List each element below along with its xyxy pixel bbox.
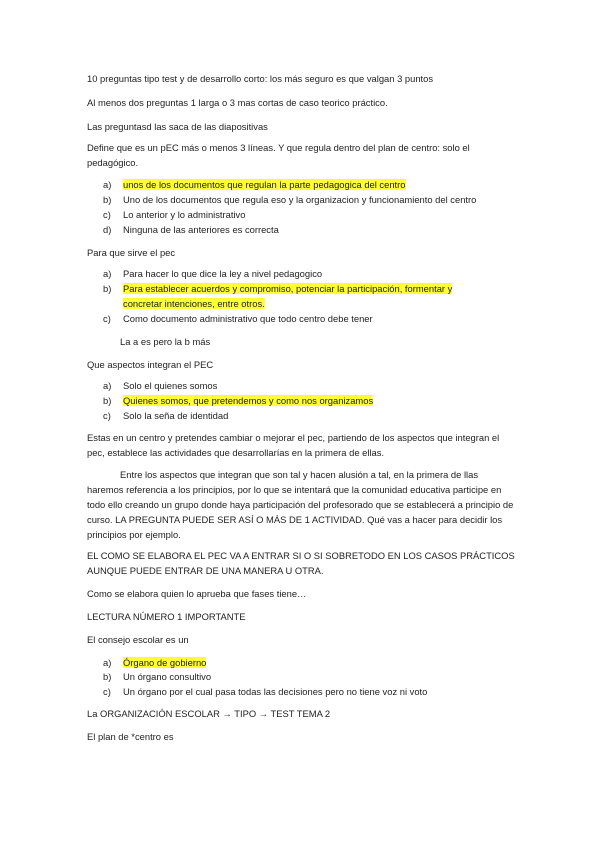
option-text: Como documento administrativo que todo centro debe tener — [123, 313, 373, 324]
section-heading: LECTURA NÚMERO 1 IMPORTANTE — [87, 611, 246, 622]
question-2: Para que sirve el pec — [87, 247, 176, 258]
option-text: Órgano de gobierno — [123, 657, 207, 668]
option-label: b) — [103, 194, 112, 205]
option-label: b) — [103, 283, 112, 294]
option-text: Solo el quienes somos — [123, 380, 218, 391]
option-label: a) — [103, 657, 112, 668]
paragraph: Entre los aspectos que integran que son tal y hacen alusión a tal, en la primera de llas haremos referencia a los principios, por lo que se intentará que la comunidad educativa participe en todo ello creando un grupo donde haya participación del profesorado que se establecerá a principio de curso. LA PREGUNTA PUEDE SER ASÍ O MÁS DE 1 ACTIVIDAD. Qué vas a hacer para decidir los principios por ejemplo. — [87, 469, 514, 540]
option-text: unos de los documentos que regulan la parte pedagogica del centro — [123, 179, 406, 190]
option-text: Uno de los documentos que regula eso y la organizacion y funcionamiento del centro — [123, 194, 477, 205]
question-4: El consejo escolar es un — [87, 634, 189, 645]
option-label: c) — [103, 209, 111, 220]
option-text: Solo la seña de identidad — [123, 410, 229, 421]
paragraph: EL COMO SE ELABORA EL PEC VA A ENTRAR SI O SI SOBRETODO EN LOS CASOS PRÁCTICOS AUNQUE PUEDE ENTRAR DE UNA MANERA U OTRA. — [87, 550, 515, 576]
exam-info-line: Las preguntasd las saca de las diapositivas — [87, 121, 268, 132]
option-text: Quienes somos, que pretendemos y como nos organizamos — [123, 395, 374, 406]
option-text: Ninguna de las anteriores es correcta — [123, 224, 279, 235]
option-text: Un órgano consultivo — [123, 671, 212, 682]
answer-note: La a es pero la b más — [120, 336, 211, 347]
question-1: Define que es un pEC más o menos 3 líneas. Y que regula dentro del plan de centro: solo el pedagógico. — [87, 142, 470, 168]
option-label: d) — [103, 224, 112, 235]
option-label: c) — [103, 686, 111, 697]
paragraph: El plan de *centro es — [87, 731, 174, 742]
option-label: b) — [103, 671, 112, 682]
option-text: Para hacer lo que dice la ley a nivel pedagogico — [123, 268, 323, 279]
option-label: a) — [103, 268, 112, 279]
paragraph: Como se elabora quien lo aprueba que fases tiene… — [87, 588, 307, 599]
question-3: Que aspectos integran el PEC — [87, 359, 214, 370]
paragraph: La ORGANIZACIÓN ESCOLAR → TIPO → TEST TEMA 2 — [87, 708, 331, 719]
option-label: c) — [103, 313, 111, 324]
option-label: a) — [103, 380, 112, 391]
exam-info-line: Al menos dos preguntas 1 larga o 3 mas cortas de caso teorico práctico. — [87, 97, 388, 108]
option-label: a) — [103, 179, 112, 190]
option-label: c) — [103, 410, 111, 421]
option-text: Lo anterior y lo administrativo — [123, 209, 246, 220]
option-text: Para establecer acuerdos y compromiso, potenciar la participación, formentar y concretar intenciones, entre otros. — [123, 283, 453, 309]
option-label: b) — [103, 395, 112, 406]
option-text: Un órgano por el cual pasa todas las decisiones pero no tiene voz ni voto — [123, 686, 428, 697]
paragraph: Estas en un centro y pretendes cambiar o mejorar el pec, partiendo de los aspectos que integran el pec, establece las actividades que desarrollarías en la primera de ellas. — [87, 432, 500, 458]
exam-info-line: 10 preguntas tipo test y de desarrollo corto: los más seguro es que valgan 3 puntos — [87, 73, 434, 84]
